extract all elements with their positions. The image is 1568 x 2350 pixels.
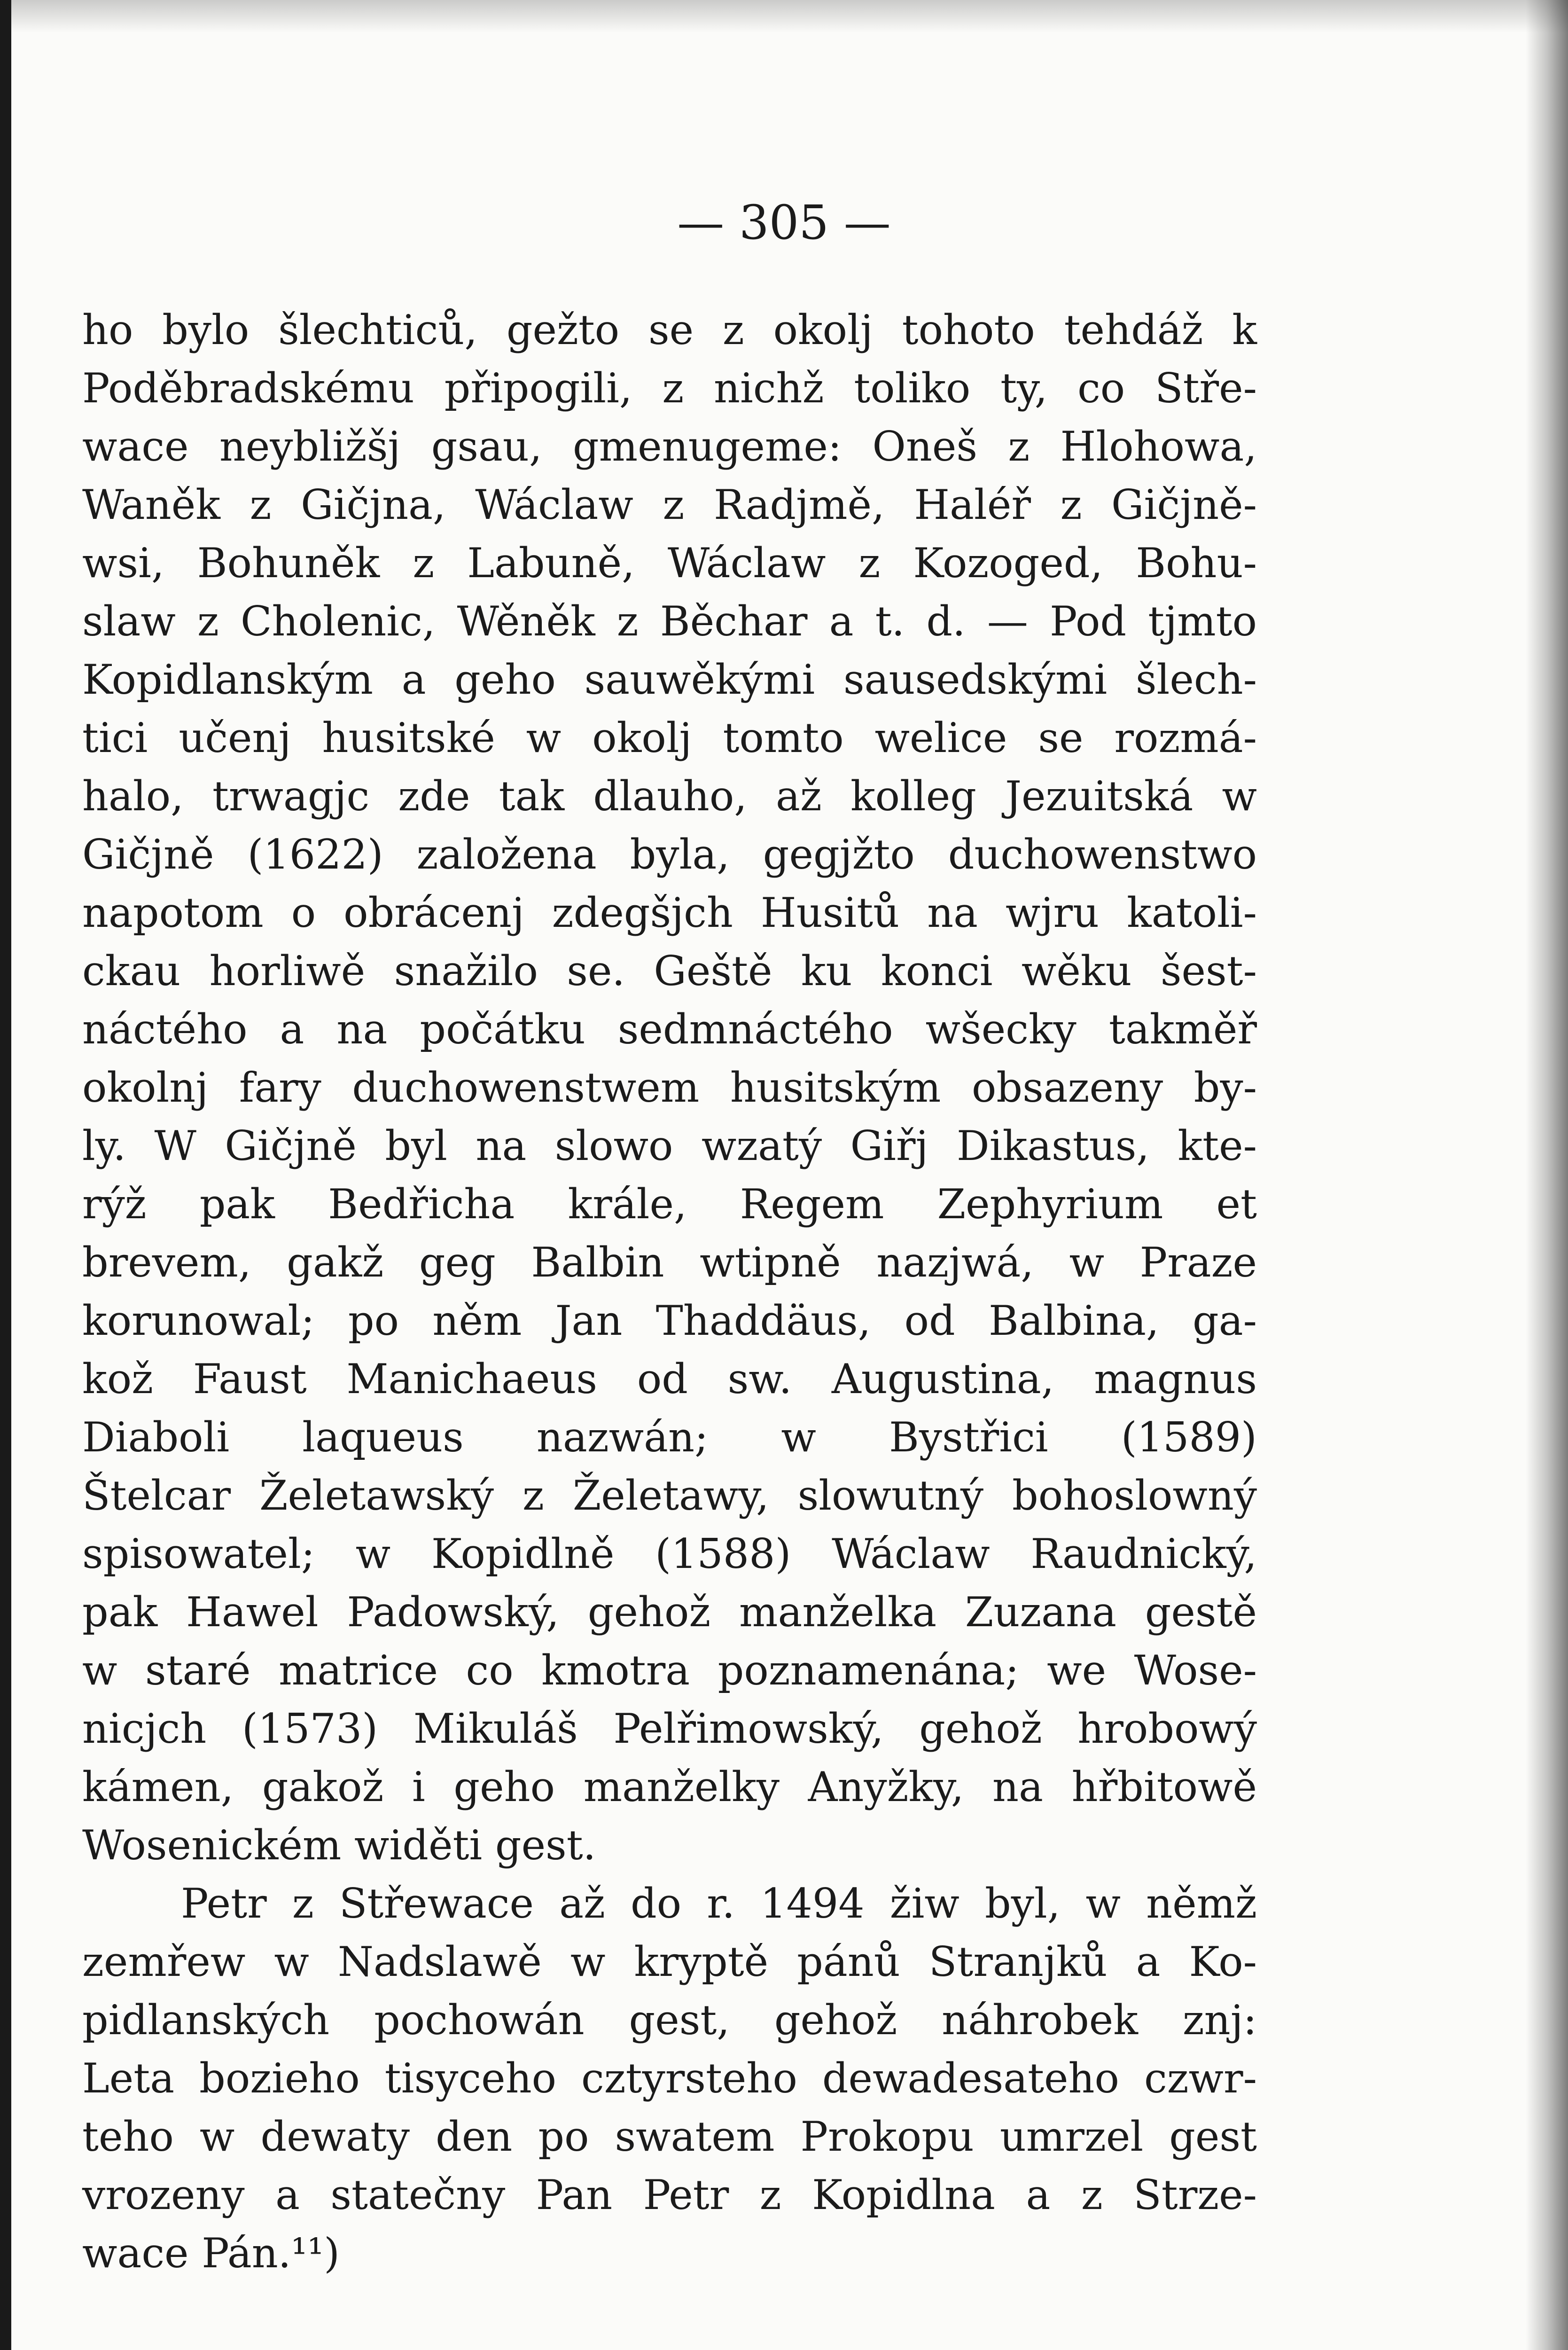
text-line: nicjch (1573) Mikuláš Pelřimowský, gehož hrobowý <box>82 1705 1257 1753</box>
text-line: brevem, gakž geg Balbin wtipně nazjwá, w Praze <box>82 1238 1257 1286</box>
text-line: w staré matrice co kmotra poznamenána; we Wose- <box>82 1646 1257 1694</box>
text-line: teho w dewaty den po swatem Prokopu umrzel gest <box>82 2113 1257 2161</box>
text-line: Poděbradskému připogili, z nichž toliko ty, co Stře- <box>82 364 1257 412</box>
page-top-shadow <box>11 0 1568 33</box>
text-line: Petr z Střewace až do r. 1494 žiw byl, w němž <box>181 1880 1257 1927</box>
text-line: Gičjně (1622) založena byla, gegjžto duchowenstwo <box>82 830 1257 878</box>
text-line: napotom o obrácenj zdegšjch Husitů na wjru katoli- <box>82 889 1257 937</box>
text-line: ly. W Gičjně byl na slowo wzatý Giřj Dikastus, kte- <box>82 1122 1257 1170</box>
page-right-shadow <box>1526 0 1568 2350</box>
text-line: Kopidlanským a geho sauwěkými sausedskými šlech- <box>82 656 1257 704</box>
text-line: wsi, Bohuněk z Labuně, Wáclaw z Kozoged, Bohu- <box>82 539 1257 587</box>
text-line: spisowatel; w Kopidlně (1588) Wáclaw Raudnický, <box>82 1530 1257 1578</box>
text-line: wace Pán.¹¹) <box>82 2229 340 2277</box>
text-line: Leta bozieho tisyceho cztyrsteho dewadesateho czwr- <box>82 2054 1257 2102</box>
text-line: halo, trwagjc zde tak dlauho, až kolleg Jezuitská w <box>82 772 1257 820</box>
text-line: okolnj fary duchowenstwem husitským obsazeny by- <box>82 1064 1257 1112</box>
body-text <box>82 301 1257 2282</box>
text-line: wace neybližšj gsau, gmenugeme: Oneš z Hlohowa, <box>82 423 1257 470</box>
text-line: korunowal; po něm Jan Thaddäus, od Balbina, ga- <box>82 1297 1257 1345</box>
paragraph-2 <box>82 1874 1257 2282</box>
paragraph-1 <box>82 301 1257 1874</box>
text-line: ho bylo šlechticů, gežto se z okolj tohoto tehdáž k <box>82 306 1257 354</box>
text-line: Waněk z Gičjna, Wáclaw z Radjmě, Haléř z Gičjně- <box>82 481 1257 529</box>
text-line: kož Faust Manichaeus od sw. Augustina, magnus <box>82 1355 1257 1403</box>
text-line: Štelcar Želetawský z Želetawy, slowutný bohoslowný <box>82 1472 1257 1520</box>
text-line: ckau horliwě snažilo se. Geště ku konci wěku šest- <box>82 947 1257 995</box>
page-left-edge <box>0 0 11 2350</box>
text-line: tici učenj husitské w okolj tomto welice se rozmá- <box>82 714 1257 762</box>
text-line: vrozeny a statečny Pan Petr z Kopidlna a z Strze- <box>82 2171 1257 2219</box>
text-line: náctého a na počátku sedmnáctého wšecky takměř <box>82 1005 1257 1053</box>
text-line: Diaboli laqueus nazwán; w Bystřici (1589) <box>82 1413 1257 1461</box>
text-line: pak Hawel Padowský, gehož manželka Zuzana gestě <box>82 1588 1257 1636</box>
page-number: — 305 — <box>677 195 891 250</box>
text-line: zemřew w Nadslawě w kryptě pánů Stranjků a Ko- <box>82 1938 1257 1986</box>
text-line: pidlanských pochowán gest, gehož náhrobek znj: <box>82 1996 1257 2044</box>
text-line: slaw z Cholenic, Wěněk z Běchar a t. d. — Pod tjmto <box>82 597 1257 645</box>
text-line: kámen, gakož i geho manželky Anyžky, na hřbitowě <box>82 1763 1257 1811</box>
text-line: Wosenickém widěti gest. <box>82 1821 596 1869</box>
text-line: rýž pak Bedřicha krále, Regem Zephyrium et <box>82 1180 1257 1228</box>
